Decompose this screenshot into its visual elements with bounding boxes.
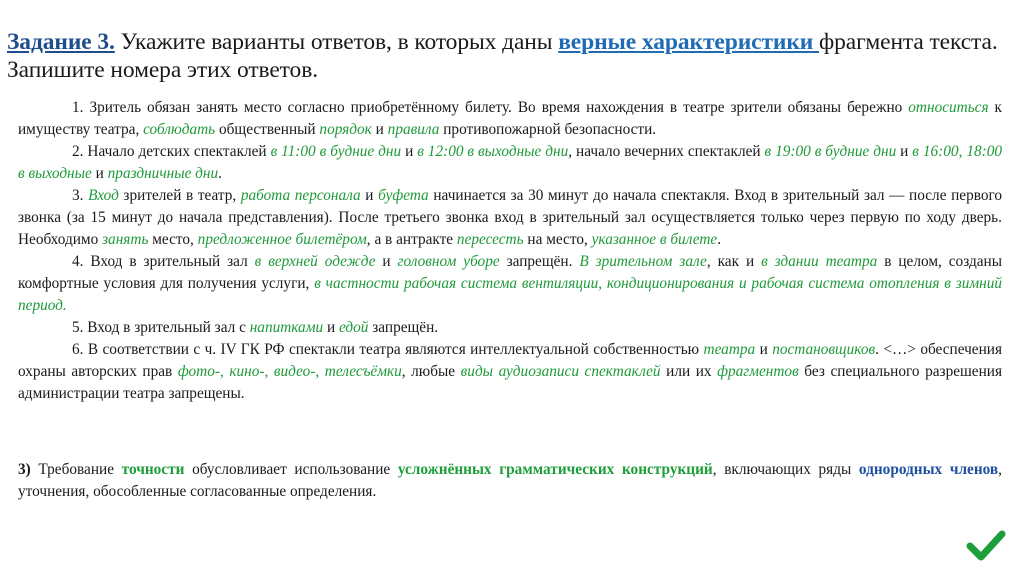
- highlighted-word: занять: [102, 231, 149, 248]
- paragraph-text: и: [91, 165, 108, 182]
- text-fragment: [18, 97, 1002, 405]
- paragraph-text: или их: [660, 363, 718, 380]
- paragraph-text: , как и: [706, 253, 762, 270]
- paragraph-text: и: [896, 143, 913, 160]
- paragraph-text: 3.: [72, 187, 89, 204]
- correct-characteristics-link[interactable]: верные характеристики: [558, 29, 820, 55]
- paragraph-text: общественный: [215, 121, 320, 138]
- paragraph-6: [18, 339, 1002, 405]
- highlighted-word: в 19:00 в будние дни: [764, 143, 897, 160]
- highlighted-word: едой: [338, 319, 369, 336]
- highlighted-word: театра: [703, 341, 756, 358]
- highlighted-word: буфета: [378, 187, 429, 204]
- paragraph-text: 1. Зритель обязан занять место согласно приобретённому билету. Во время нахождения в театре зрители обязаны бережно: [72, 99, 909, 116]
- highlighted-word: праздничные дни: [107, 165, 219, 182]
- answer-number: 3): [18, 461, 31, 478]
- highlighted-word: пересесть: [456, 231, 524, 248]
- answer-option-3: [18, 459, 1002, 503]
- answer-text-2: обусловливает использование: [184, 461, 398, 478]
- answer-text-3: , включающих ряды: [712, 461, 859, 478]
- highlighted-word: В зрительном зале: [579, 253, 707, 270]
- paragraph-text: противопожарной безопасности.: [439, 121, 657, 138]
- highlighted-word: в 12:00 в выходные дни: [417, 143, 569, 160]
- paragraph-4: [18, 251, 1002, 317]
- paragraph-text: , а в антракте: [366, 231, 457, 248]
- paragraph-text: и: [755, 341, 773, 358]
- highlighted-word: предложенное билетёром: [197, 231, 367, 248]
- highlighted-word: фото-, кино-, видео-, телесъёмки: [177, 363, 402, 380]
- paragraph-text: на место,: [523, 231, 592, 248]
- highlighted-word: указанное в билете: [591, 231, 718, 248]
- paragraph-text: начинается за 30 минут до начала спектакля. Вход в зрительный зал — после первого звонка (за 15 минут до начала представления). После третьего звонка вход в зрительный зал осуществляется только через первую по ходу дверь. Необходимо: [18, 187, 1003, 248]
- paragraph-text: без специального разрешения администрации театра запрещены.: [18, 363, 1002, 402]
- highlighted-word: в верхней одежде: [254, 253, 376, 270]
- highlighted-word: в частности рабочая система вентиляции, кондиционирования и рабочая система отопления в зимний период.: [18, 275, 1003, 314]
- paragraph-2: [18, 141, 1002, 185]
- highlighted-word: Вход: [88, 187, 119, 204]
- paragraph-1: [18, 97, 1002, 141]
- highlighted-word: в 16:00, 18:00 в выходные: [18, 143, 1003, 182]
- highlighted-word: головном уборе: [397, 253, 500, 270]
- paragraph-text: запрещён.: [368, 319, 439, 336]
- paragraph-text: и: [375, 253, 398, 270]
- highlighted-word: виды аудиозаписи спектаклей: [460, 363, 661, 380]
- paragraph-5: [18, 317, 1002, 339]
- task-number-dot: .: [109, 29, 115, 55]
- paragraph-text: и: [360, 187, 379, 204]
- highlight-homogeneous-members: однородных членов: [858, 461, 999, 478]
- checkmark-icon: [966, 528, 1006, 562]
- paragraph-text: запрещён.: [499, 253, 580, 270]
- task-instruction-end: фрагмента текста. Запишите номера этих ответов.: [7, 29, 998, 83]
- paragraph-text: .: [218, 165, 222, 182]
- highlighted-word: относиться: [908, 99, 989, 116]
- answer-text-4: , уточнения, обособленные согласованные определения.: [18, 461, 1002, 500]
- paragraph-text: 6. В соответствии с ч. IV ГК РФ спектакли театра являются интеллектуальной собственностью: [72, 341, 704, 358]
- highlighted-word: порядок: [319, 121, 372, 138]
- paragraph-text: в целом, созданы комфортные условия для получения услуги,: [18, 253, 1003, 292]
- highlighted-word: напитками: [249, 319, 324, 336]
- paragraph-text: и: [371, 121, 388, 138]
- paragraph-text: 5. Вход в зрительный зал с: [72, 319, 250, 336]
- paragraph-text: . <…> обеспечения охраны авторских прав: [18, 341, 1002, 380]
- highlighted-word: постановщиков: [772, 341, 876, 358]
- paragraph-text: место,: [148, 231, 198, 248]
- highlighted-word: в здании театра: [761, 253, 878, 270]
- paragraph-text: и: [323, 319, 339, 336]
- highlight-accuracy: точности: [121, 461, 185, 478]
- task-number: Задание 3: [7, 29, 110, 55]
- highlighted-word: фрагментов: [717, 363, 799, 380]
- paragraph-text: .: [717, 231, 722, 248]
- highlighted-word: работа персонала: [240, 187, 361, 204]
- paragraph-text: , любые: [401, 363, 461, 380]
- paragraph-text: зрителей в театр,: [118, 187, 241, 204]
- paragraph-3: [18, 185, 1002, 251]
- paragraph-text: к имуществу театра,: [18, 99, 1002, 138]
- answer-text-1: Требование: [30, 461, 122, 478]
- highlighted-word: правила: [387, 121, 440, 138]
- task-instruction-start: Укажите варианты ответов, в которых даны: [114, 29, 559, 55]
- task-header: [7, 28, 1019, 84]
- paragraph-text: и: [401, 143, 418, 160]
- highlight-complex-constructions: усложнённых грамматических конструкций: [397, 461, 713, 478]
- highlighted-word: соблюдать: [143, 121, 216, 138]
- paragraph-text: , начало вечерних спектаклей: [568, 143, 765, 160]
- highlighted-word: в 11:00 в будние дни: [270, 143, 402, 160]
- paragraph-text: 2. Начало детских спектаклей: [72, 143, 271, 160]
- paragraph-text: 4. Вход в зрительный зал: [72, 253, 255, 270]
